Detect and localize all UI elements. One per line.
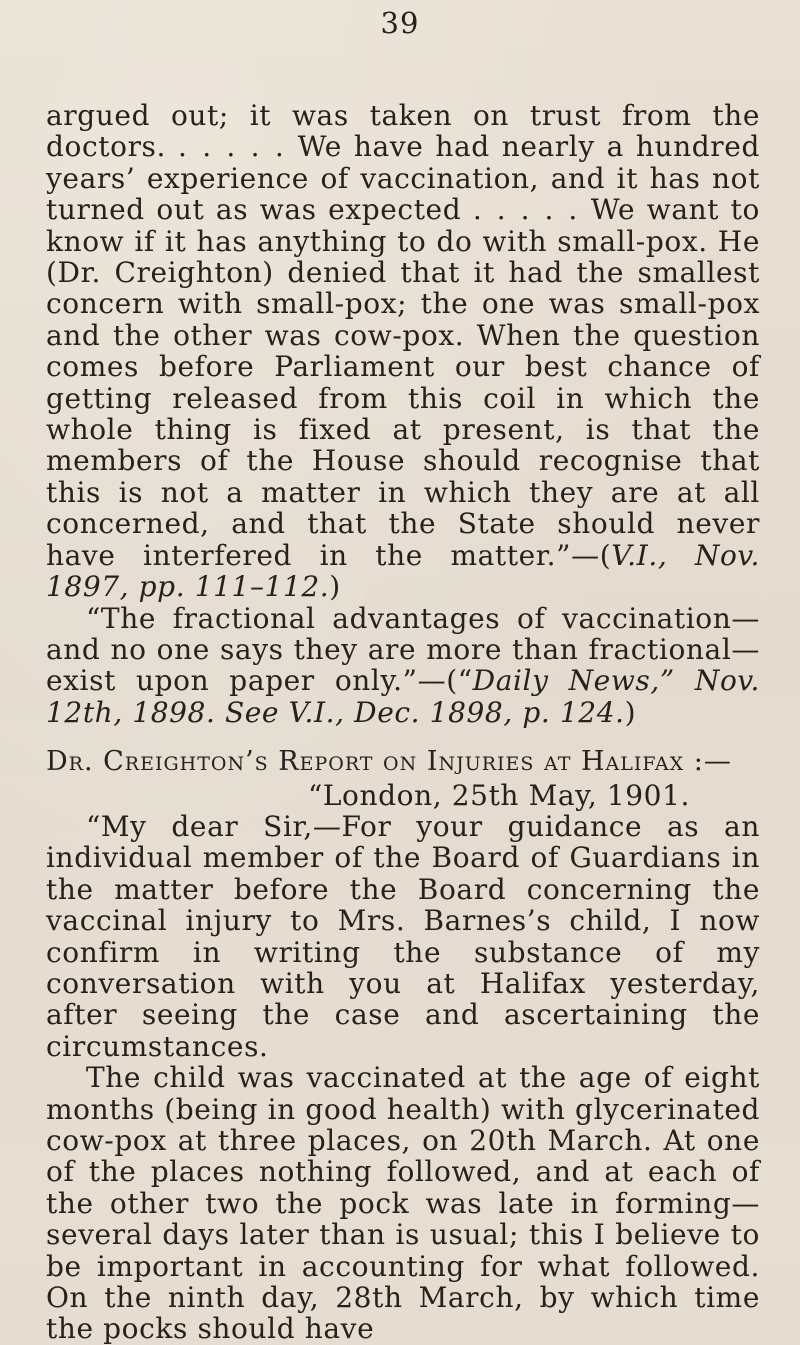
- quotation: “The fractional advantages of vaccination—and no one says they are more than fractional—exist upon paper only.”—(“: [46, 601, 760, 698]
- ellipsis-dots: . . . . .: [177, 130, 286, 164]
- section-heading: Dr. Creighton’s Report on Injuries at Halifax :—: [46, 746, 732, 778]
- text-run: We want to know if it has anything to do with small-pox. He (Dr. Creighton) denied that it had the smallest concern with small-pox; the one was small-pox and the other was cow-pox. When the question comes before Parliament our best chance of getting released from this coil in which the whole thing is fixed at present, is that the members of the House should recognise that this is not a matter in which they are at all concerned, and that the State should never have interfered in the matter.”—(: [46, 193, 760, 572]
- ellipsis-dots: . . . . .: [472, 193, 580, 227]
- citation: V.I., Nov. 1897, pp. 111–112.: [46, 538, 760, 604]
- text-line: argued out; it was taken on trust from the doctors.: [46, 99, 760, 164]
- body-text: [46, 100, 760, 1345]
- letter-paragraph-2: The child was vaccinated at the age of eight months (being in good health) with glycerinated cow-pox at three places, on 20th March. At one of the places nothing followed, and at each of the other two the pock was late in forming—several days later than is usual; this I believe to be important in accounting for what followed. On the ninth day, 28th March, by which time the pocks should have: [46, 1061, 761, 1345]
- text-run: ): [624, 695, 637, 729]
- letter-dateline: “London, 25th May, 1901.: [307, 778, 690, 812]
- page-number: 39: [380, 6, 420, 40]
- citation: Daily News,” Nov. 12th, 1898. See V.I., Dec. 1898, p. 124.: [46, 664, 760, 729]
- paragraph-fractional-advantages: [46, 603, 760, 729]
- text-run: We have had nearly a hundred years’ experience of vaccination, and it has not turned out as was expected: [46, 130, 760, 227]
- letter-paragraph-1: “My dear Sir,—For your guidance as an individual member of the Board of Guardians in the matter before the Board concerning the vaccinal injury to Mrs. Barnes’s child, I now confirm in writing the substance of my conversation with you at Halifax yesterday, after seeing the case and ascertaining the circumstances.: [46, 809, 760, 1063]
- text-run: ): [329, 570, 341, 604]
- paragraph-vaccination-experience: [46, 100, 760, 603]
